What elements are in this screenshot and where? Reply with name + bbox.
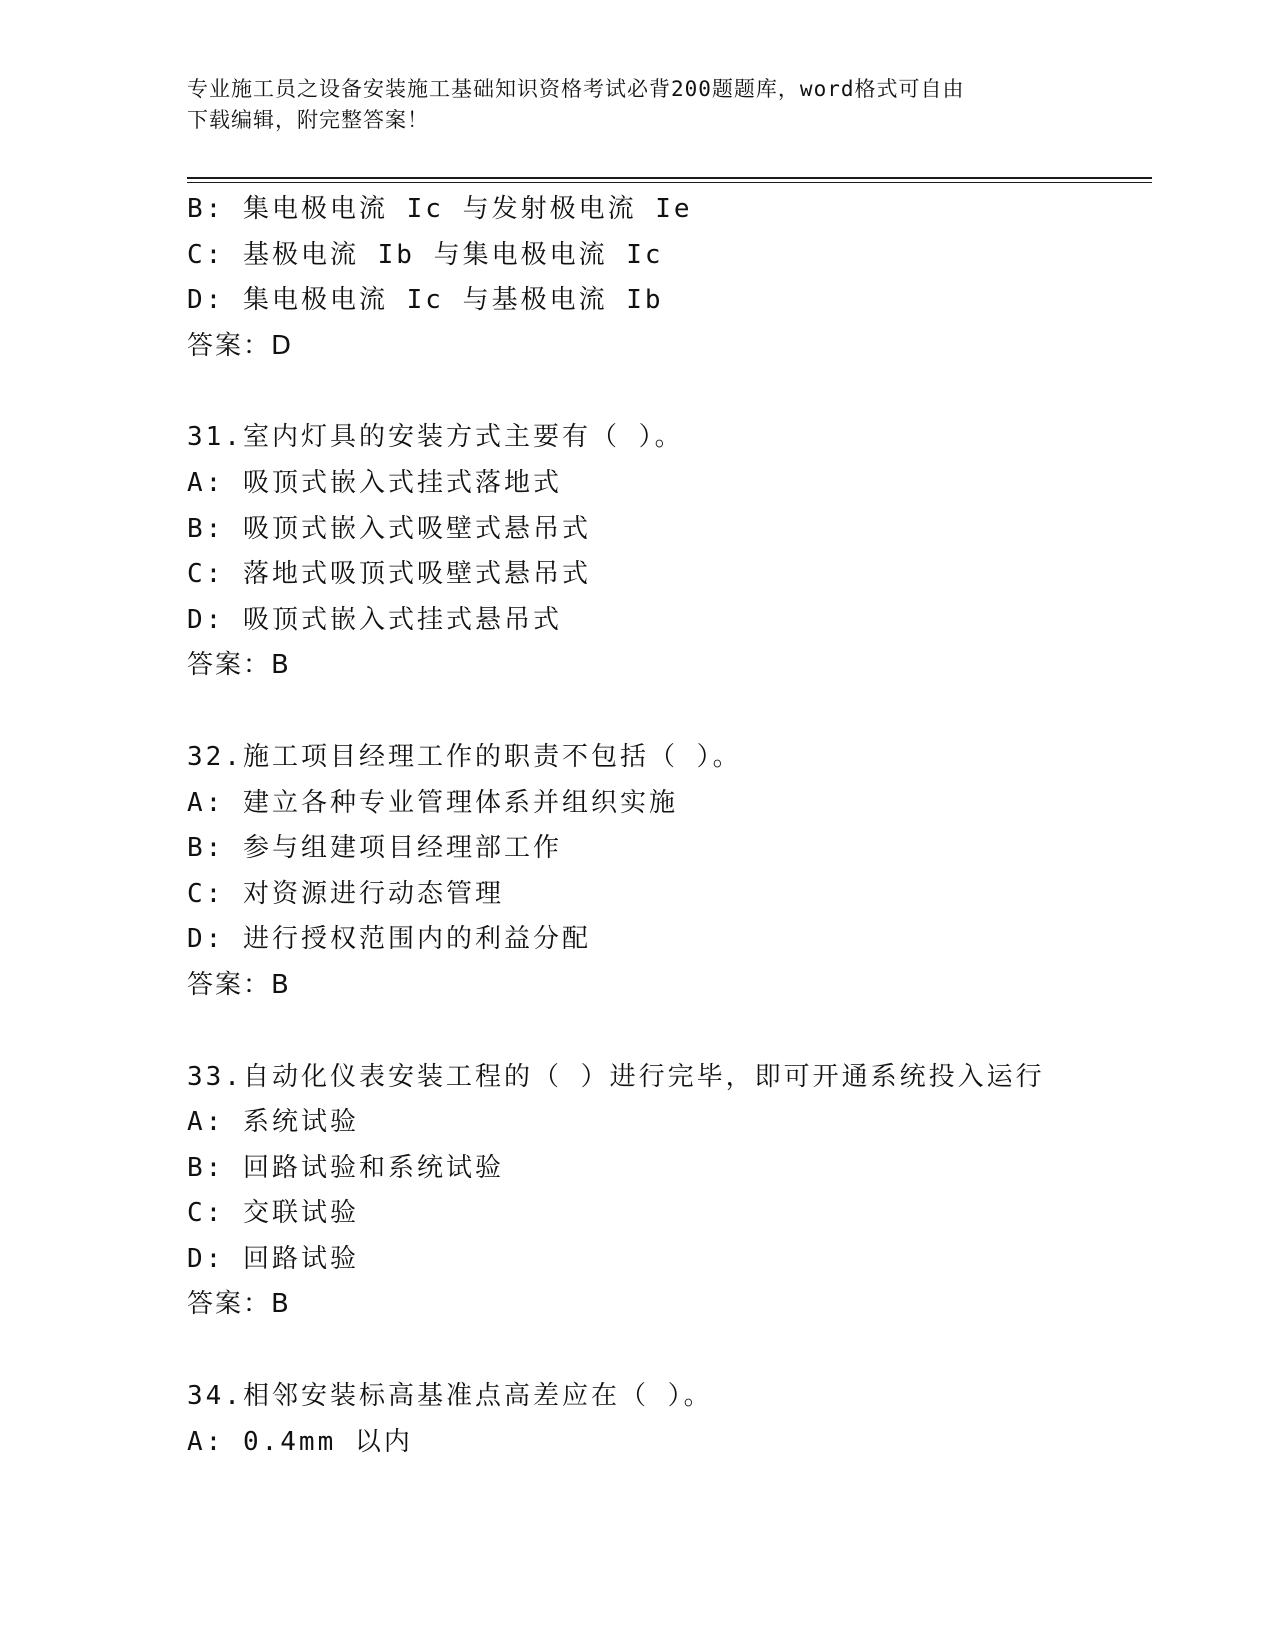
- answer-line: 答案：B: [187, 1289, 291, 1320]
- header-divider-thick: [187, 177, 1152, 179]
- option-a: A: 吸顶式嵌入式挂式落地式: [187, 467, 562, 498]
- option-d: D: 进行授权范围内的利益分配: [187, 924, 591, 955]
- option-d: D: 吸顶式嵌入式挂式悬吊式: [187, 604, 562, 635]
- option-a: A: 系统试验: [187, 1107, 359, 1138]
- answer-line: 答案：B: [187, 969, 291, 1000]
- option-a: A: 0.4mm 以内: [187, 1426, 413, 1457]
- option-c: C: 对资源进行动态管理: [187, 878, 504, 909]
- header-line-1: 专业施工员之设备安装施工基础知识资格考试必背200题题库，word格式可自由: [187, 77, 965, 101]
- option-d: D: 集电极电流 Ic 与基极电流 Ib: [187, 285, 664, 316]
- question-text: 32.施工项目经理工作的职责不包括（ ）。: [187, 741, 742, 772]
- question-text: 34.相邻安装标高基准点高差应在（ ）。: [187, 1381, 713, 1412]
- option-c: C: 落地式吸顶式吸壁式悬吊式: [187, 559, 591, 590]
- header-line-2: 下载编辑，附完整答案！: [187, 108, 429, 132]
- question-list: [187, 187, 1152, 1465]
- question-block-32: [187, 735, 1152, 1009]
- document-header: [187, 74, 1067, 136]
- answer-line: 答案：D: [187, 330, 294, 361]
- question-block-30: [187, 187, 1152, 369]
- option-b: B: 吸顶式嵌入式吸壁式悬吊式: [187, 513, 591, 544]
- question-block-31: [187, 415, 1152, 689]
- option-b: B: 参与组建项目经理部工作: [187, 833, 562, 864]
- question-text: 31.室内灯具的安装方式主要有（ ）。: [187, 422, 684, 453]
- question-block-34: [187, 1374, 1152, 1465]
- option-d: D: 回路试验: [187, 1243, 359, 1274]
- question-block-33: [187, 1055, 1152, 1329]
- option-c: C: 交联试验: [187, 1198, 359, 1229]
- question-text: 33.自动化仪表安装工程的（ ）进行完毕，即可开通系统投入运行: [187, 1061, 1045, 1092]
- spacer: [187, 1009, 1152, 1055]
- answer-line: 答案：B: [187, 650, 291, 681]
- spacer: [187, 689, 1152, 735]
- spacer: [187, 1328, 1152, 1374]
- spacer: [187, 369, 1152, 415]
- option-c: C: 基极电流 Ib 与集电极电流 Ic: [187, 239, 664, 270]
- option-b: B: 集电极电流 Ic 与发射极电流 Ie: [187, 194, 693, 224]
- option-a: A: 建立各种专业管理体系并组织实施: [187, 787, 678, 818]
- header-divider-thin: [187, 182, 1152, 183]
- option-b: B: 回路试验和系统试验: [187, 1152, 504, 1183]
